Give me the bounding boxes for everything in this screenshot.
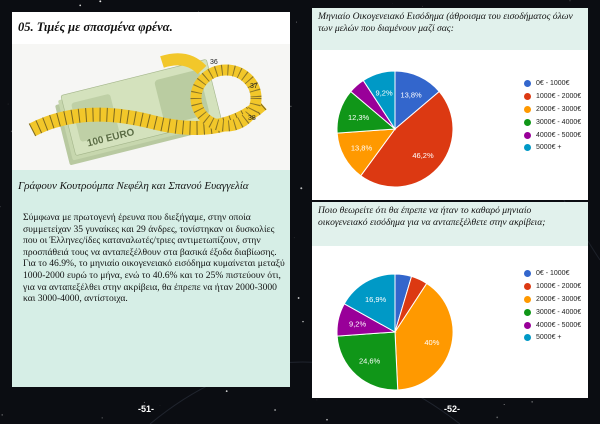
star [8,104,9,105]
banknote-text: 100 EURO [86,126,136,150]
legend-label: 0€ - 1000€ [536,79,570,87]
legend-label: 1000€ - 2000€ [536,92,582,100]
legend-item [524,280,581,293]
tape-number: 37 [250,83,258,90]
star [496,417,498,419]
legend-label: 5000€ + [536,144,562,152]
star [326,419,328,421]
star [532,401,533,402]
star [102,417,103,418]
legend-item [524,77,581,90]
chart-panel-desired-income [312,202,588,398]
legend-item [524,129,581,142]
star [294,238,295,239]
chart-title-desired-income: Ποιο θεωρείτε ότι θα έπρεπε να ήταν το καθαρό μηνιαίο οικογενειακό εισόδημα για να ανταπεξέλθετε στην ακρίβεια; [318,205,546,228]
article-title: 05. Τιμές με σπασμένα φρένα. [18,20,173,34]
star [290,106,291,107]
slice-label: 13,8% [350,143,373,153]
slice-label: 13,8% [400,90,422,100]
legend-swatch [524,283,531,290]
legend-item [524,319,581,332]
article-title-box [12,12,290,44]
slice-label: 9,2% [349,319,367,329]
legend-item [524,331,581,344]
legend-label: 0€ - 1000€ [536,269,570,277]
tape-number: 36 [210,59,218,66]
star [422,6,423,7]
slice-label: 16,9% [364,295,387,304]
legend-swatch [524,322,531,329]
slice-label: 24,6% [358,356,381,366]
star [317,400,318,401]
chart-legend-desired-income [524,267,581,344]
legend-item [524,116,581,129]
star [79,5,81,7]
legend-item [524,90,581,103]
legend-label: 4000€ - 5000€ [536,321,582,329]
legend-label: 5000€ + [536,334,562,342]
star [504,404,505,405]
euro-measuring-tape-photo [12,44,290,170]
legend-item [524,293,581,306]
legend-swatch [524,119,531,126]
star [302,321,303,322]
legend-item [524,141,581,154]
slice-label: 9,2% [375,88,393,98]
star [99,0,101,2]
legend-label: 3000€ - 4000€ [536,118,582,126]
legend-swatch [524,334,531,341]
article-body-box [12,202,290,387]
page-number-left: -51- [138,404,155,414]
legend-swatch [524,93,531,100]
chart-legend-income [524,77,581,154]
authors-caption: Γράφουν Κουτρούμπα Νεφέλη και Σπανού Ευαγγελία [18,180,249,192]
legend-swatch [524,106,531,113]
star [0,206,1,207]
legend-swatch [524,132,531,139]
slice-label: 46,2% [412,151,434,161]
star [274,409,276,411]
legend-label: 1000€ - 2000€ [536,282,582,290]
star [226,390,228,392]
slice-label: 12,3% [347,113,370,123]
star [300,187,302,189]
legend-label: 4000€ - 5000€ [536,131,582,139]
star [1,414,3,416]
legend-item [524,267,581,280]
legend-swatch [524,80,531,87]
chart-panel-income [312,8,588,200]
chart-title-income: Μηνιαίο Οικογενειακό Εισόδημα (άθροισμα του εισοδήματος όλων των μελών που διαμένουν μαζί σας: [318,11,573,34]
article-body: Σύμφωνα με πρωτογενή έρευνα που διεξήγαμε, στην οποία συμμετείχαν 35 γυναίκες και 29 άνδρες, τονίστηκαν οι δυσκολίες που οι Έλληνες/ίδες καταναλωτές/τριες αντιμετωπίζουν, στην προσπάθειά τους να ανταπεξέλθουν στα βασικά έξοδα διαβίωσης. Για το 46.9%, το μηνιαίο οικογενειακό εισόδημα κυμαίνεται μεταξύ 1000-2000 ευρώ το μήνα, ενώ το 40.6% και το 25% πιστεύουν ότι, για να ανταπεξέλθει στην ακρίβεια, θα έπρεπε να ήταν 2000-3000 και 3000-4000, αντίστοιχα. [23,212,285,305]
star [296,22,297,23]
legend-label: 3000€ - 4000€ [536,308,582,316]
slice-label: 40% [424,338,440,348]
star [298,297,300,299]
legend-label: 2000€ - 3000€ [536,295,582,303]
legend-swatch [524,144,531,151]
tape-number: 38 [248,115,256,122]
legend-item [524,103,581,116]
legend-swatch [524,309,531,316]
page-number-right: -52- [444,404,461,414]
star [144,402,145,403]
legend-item [524,306,581,319]
authors-caption-box [12,170,290,202]
legend-swatch [524,296,531,303]
legend-label: 2000€ - 3000€ [536,105,582,113]
star [570,0,571,1]
legend-swatch [524,270,531,277]
